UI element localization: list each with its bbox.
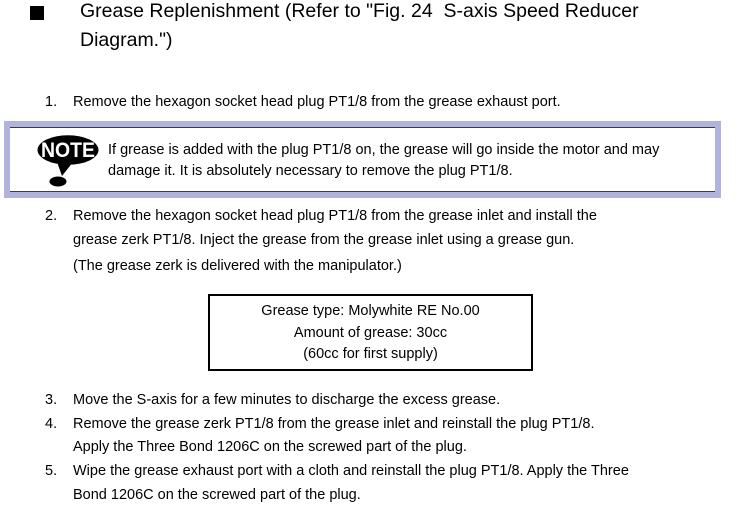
grease-type: Grease type: Molywhite RE No.00: [261, 303, 480, 319]
note-callout: [4, 121, 721, 198]
step-number: 1.: [45, 94, 58, 110]
note-text: If grease is added with the plug PT1/8 on, the grease will go inside the motor and may damage it. It is absolutely necessary to remove the plug PT1/8.: [108, 142, 660, 179]
note-icon-label: NOTE: [41, 139, 95, 162]
step-5: [45, 460, 629, 507]
step-text: Wipe the grease exhaust port with a cloth and reinstall the plug PT1/8. Apply the Three Bond 1206C on the screwed part of the plug.: [73, 463, 629, 503]
step-number: 3.: [45, 392, 58, 408]
step-text: Move the S-axis for a few minutes to discharge the excess grease.: [73, 392, 501, 408]
step-3: [45, 389, 629, 413]
step-1: [45, 91, 561, 115]
step-number: 4.: [45, 415, 58, 432]
section-bullet-icon: [30, 6, 44, 20]
step-number: 5.: [45, 463, 58, 480]
note-callout-inner: [10, 127, 715, 192]
step-2: [45, 205, 597, 279]
step-text: Remove the hexagon socket head plug PT1/8 from the grease inlet and install the grease zerk PT1/8. Inject the grease from the grease inlet using a grease gun. (The grease zerk is delivered with the manipulator.): [73, 205, 597, 279]
grease-first-supply: (60cc for first supply): [303, 346, 438, 362]
note-speech-bubble-icon: [37, 135, 99, 187]
step-text: Remove the grease zerk PT1/8 from the grease inlet and reinstall the plug PT1/8. Apply the Three Bond 1206C on the screwed part of the plug.: [73, 415, 595, 456]
step-text: Remove the hexagon socket head plug PT1/8 from the grease exhaust port.: [73, 94, 561, 110]
grease-amount: Amount of grease: 30cc: [293, 324, 448, 341]
steps-3-to-5: [45, 389, 629, 508]
step-number: 2.: [45, 208, 58, 224]
section-title: [80, 0, 639, 55]
step-parenthetical: (The grease zerk is delivered with the manipulator.): [73, 258, 402, 274]
section-title-line: Grease Replenishment (Refer to "Fig. 24 S-axis Speed Reducer: [80, 0, 639, 22]
step-4: [45, 413, 629, 460]
section-title-line: Diagram."): [80, 29, 173, 51]
grease-info-box: [208, 294, 533, 371]
